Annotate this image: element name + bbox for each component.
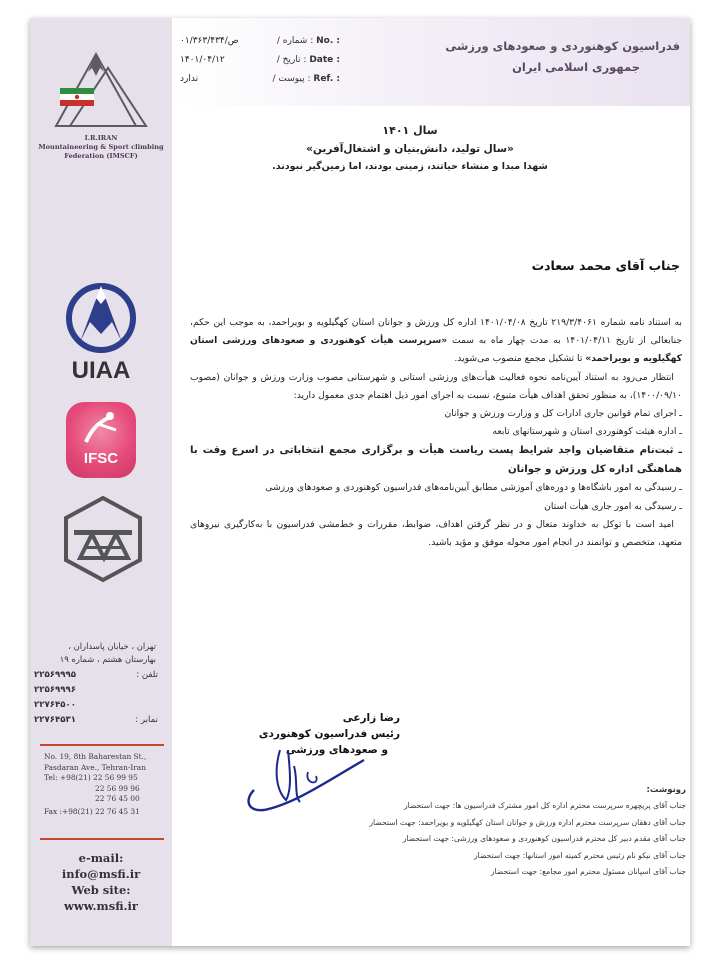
reference-block <box>180 32 340 89</box>
phone-value: ۲۲۵۶۹۹۹۵ <box>34 670 76 680</box>
duty-item: ـ اجرای تمام قوانین جاری ادارات کل و وزارت ورزش و جوانان <box>444 408 682 420</box>
address-en-line-1: No. 19, 8th Baharestan St., <box>44 752 147 761</box>
federation-line-2: Mountaineering & Sport climbing <box>38 143 164 151</box>
cc-item: جناب آقای مقدم دبیر کل محترم فدراسیون کوهنوردی و صعودهای ورزشی: جهت استحضار <box>402 834 686 844</box>
duty-item-highlight: ـ ثبت‌نام متقاضیان واجد شرایط پست ریاست هیأت و برگزاری مجمع انتخاباتی در اسرع وقت با هماهنگی اداره کل ورزش و جوانان <box>190 445 682 476</box>
signer-title-2: و صعودهای ورزشی <box>285 744 388 756</box>
phone-row <box>34 698 158 713</box>
number-row <box>180 32 340 51</box>
website-link[interactable]: www.msfi.ir <box>64 899 138 913</box>
appointment-title: «سرپرست هیأت کوهنوردی و صعودهای ورزشی استان کهگیلویه و بویراحمد» <box>190 335 682 365</box>
number-label-fa: / شماره : <box>276 36 314 46</box>
cc-heading: رونوشت: <box>646 785 686 795</box>
phone-label <box>122 683 158 698</box>
signer-title-1: رئیس فدراسیون کوهنوردی <box>258 728 400 740</box>
attachment-label-en: Ref. : <box>313 74 340 84</box>
number-label-en: No. : <box>316 36 340 46</box>
letterhead-title <box>370 36 680 78</box>
phone-label <box>122 698 158 713</box>
paragraph-expectations: انتظار می‌رود به استناد آیین‌نامه نحوه فعالیت هیأت‌های ورزشی استانی و شهرستانی مصوب وزارت ورزش و جوانان (مصوب ۱۴۰۰/۰۹/۱۰)، به منظور تحقق اهداف هیأت متبوع، نسبت به اجرای امور ذیل اهتمام جدی معمول دارید: <box>190 371 682 401</box>
fax-label: نمابر : <box>135 715 158 725</box>
phone-row <box>34 668 158 683</box>
phone-list <box>34 668 158 728</box>
appointment-end: تا تشکیل مجمع منصوب می‌شوید. <box>454 353 583 365</box>
climber-icon <box>76 408 126 448</box>
address-fa-line-2: بهارستان هشتم ، شماره ۱۹ <box>59 654 156 664</box>
phone-value: ۲۲۷۶۴۵۰۰ <box>34 700 76 710</box>
federation-logo-icon <box>48 42 158 132</box>
address-english <box>44 752 164 817</box>
ifsc-logo <box>62 402 144 480</box>
federation-line-3: Federation (IMSCF) <box>64 152 138 160</box>
cc-item: جناب آقای پریچهره سرپرست محترم اداره کل امور مشترک فدراسیون ها: جهت استحضار <box>403 801 686 811</box>
date-value: ۱۴۰۱/۰۴/۱۲ <box>180 55 225 65</box>
attachment-label-fa: / پیوست : <box>272 74 311 84</box>
duty-item: ـ رسیدگی به امور جاری هیأت استان <box>544 500 682 512</box>
cc-list <box>226 782 686 880</box>
year-title: سال ۱۴۰۱ <box>382 124 438 137</box>
uiaa-mountain-icon <box>60 280 142 354</box>
date-label-fa: / تاریخ : <box>276 55 307 65</box>
red-divider <box>40 838 164 840</box>
appointment-text: به استناد نامه شماره ۲۱۹/۳/۴۰۶۱ تاریخ ۱۴۰۱/۰۴/۰۸ اداره کل ورزش و جوانان استان کهگیلویه و بویراحمد، به موجب این حکم، جنابعالی از تاریخ ۱۴۰۱/۰۴/۱۱ به مدت چهار ماه به سمت <box>190 317 682 347</box>
martyrs-quote: شهدا مبدا و منشاء حیاتند، زمینی بودند، اما زمین‌گیر نبودند. <box>272 161 548 172</box>
contact-web <box>34 850 168 914</box>
cc-item: جناب آقای اسپانان مسئول محترم امور مجامع: جهت استحضار <box>490 867 686 877</box>
phone-row <box>34 683 158 698</box>
letterhead-line-2: جمهوری اسلامی ایران <box>512 60 640 74</box>
year-motto: «سال تولید، دانش‌بنیان و اشتغال‌آفرین» <box>306 143 514 155</box>
phone-value: ۲۲۵۶۹۹۹۶ <box>34 685 76 695</box>
email-link[interactable]: info@msfi.ir <box>61 867 141 881</box>
attachment-row <box>180 70 340 89</box>
tel-en-1: Tel: +98(21) 22 56 99 95 <box>44 773 138 782</box>
address-fa-line-1: تهران ، خیابان پاسداران ، <box>68 641 156 651</box>
year-slogan <box>230 122 590 176</box>
cc-item: جناب آقای دهقان سرپرست محترم اداره ورزش و جوانان استان کهگیلویه و بویراحمد: جهت استحضار <box>369 817 686 827</box>
tel-en-3: 22 76 45 00 <box>95 794 140 803</box>
hexagon-logo-icon <box>60 494 146 584</box>
ifsc-text: IFSC <box>83 450 119 467</box>
uiaa-text: UIAA <box>71 357 131 384</box>
date-row <box>180 51 340 70</box>
signer-name: رضا زارعی <box>342 712 400 724</box>
recipient-name: جناب آقای محمد سعادت <box>531 258 680 273</box>
fax-row <box>34 713 158 728</box>
cc-item: جناب آقای نیکو نام رئیس محترم کمیته امور استانها: جهت استحضار <box>473 850 686 860</box>
date-label-en: Date : <box>309 55 340 65</box>
federation-name <box>34 134 168 161</box>
attachment-value: ندارد <box>180 74 199 84</box>
duty-item: ـ اداره هیئت کوهنوردی استان و شهرستانهای تابعه <box>492 426 682 438</box>
phone-label: تلفن : <box>136 670 158 680</box>
paragraph-appointment <box>190 314 682 369</box>
website-label: Web site: <box>71 883 131 897</box>
fax-en: Fax :+98(21) 22 76 45 31 <box>44 806 140 816</box>
letter-body <box>190 314 682 552</box>
duty-item: ـ رسیدگی به امور باشگاه‌ها و دوره‌های آموزشی مطابق آیین‌نامه‌های فدراسیون کوهنوردی و صعودهای ورزشی <box>265 482 682 494</box>
federation-line-1: I.R.IRAN <box>84 134 118 142</box>
email-label: e-mail: <box>78 851 124 865</box>
paragraph-closing: امید است با توکل به خداوند متعال و در نظر گرفتن اهداف، ضوابط، مقررات و خط‌مشی فدراسیون با به‌کارگیری نیروهای متعهد، متخصص و توانمند در انجام امور محوله موفق و مؤید باشید. <box>190 518 682 549</box>
letter-page <box>30 18 690 946</box>
number-value: ۰۱/۳۶۳/ص/۴۳۴ <box>180 36 239 46</box>
fax-value: ۲۲۷۶۴۵۳۱ <box>34 715 76 725</box>
uiaa-logo <box>60 280 142 384</box>
letterhead-line-1: فدراسیون کوهنوردی و صعودهای ورزشی <box>445 39 680 53</box>
tel-en-2: 22 56 99 96 <box>95 783 140 793</box>
address-persian <box>36 640 156 666</box>
address-en-line-2: Pasdaran Ave., Tehran-Iran <box>44 762 146 772</box>
red-divider <box>40 744 164 746</box>
